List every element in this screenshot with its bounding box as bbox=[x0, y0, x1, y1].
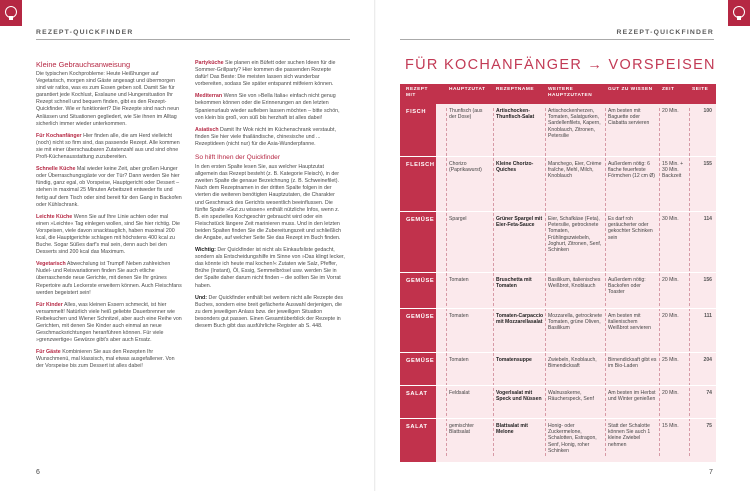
table-row bbox=[400, 386, 716, 418]
page-number-right: 7 bbox=[709, 469, 713, 476]
corner-tab-left bbox=[0, 0, 22, 26]
page-ref: 156 bbox=[703, 277, 712, 283]
prep-time: 20 Min. bbox=[662, 313, 679, 319]
table-row bbox=[400, 353, 716, 385]
paragraph: Vegetarisch Abwechslung ist Trumpf! Neben zahlreichen Nudel- und Reisvariationen finden Sie auch etliche überraschende neue Gerichte, mit denen Sie Ihr grünes Repertoire aufs Leckerste erweitern können. Auch Fleischfans werden begeistert sein! bbox=[36, 261, 182, 296]
header-rule-left bbox=[36, 39, 350, 40]
recipe-name: Grüner Spargel mit Eier-Feta-Sauce bbox=[496, 216, 543, 229]
good-to-know: Außerdem nötig: 6 flache feuerfeste Förmchen (12 cm Ø) bbox=[608, 161, 655, 180]
running-head-right: REZEPT-QUICKFINDER bbox=[616, 29, 714, 36]
more-ingredients: Basilikum, italienisches Weißbrot, Knoblauch bbox=[548, 277, 601, 290]
paragraph: Asiatisch Damit Ihr Wok nicht im Küchenschrank verstaubt, finden Sie hier viele thailändische, chinesische und ... Rezeptideen (nicht nur) für die Asia-Wunderpfanne. bbox=[195, 126, 336, 147]
column-header: SEITE bbox=[692, 87, 709, 92]
gutter-shadow bbox=[374, 0, 376, 491]
prep-time: 15 Min. + 30 Min. Backzeit bbox=[662, 161, 684, 180]
more-ingredients: Manchego, Eier, Crème fraîche, Mehl, Milch, Knoblauch bbox=[548, 161, 602, 180]
prep-time: 15 Min. bbox=[662, 423, 679, 429]
text-column-1 bbox=[36, 60, 182, 376]
column-header: REZEPT MIT bbox=[406, 87, 428, 98]
table-row bbox=[400, 212, 716, 272]
recipe-name: Tomatensuppe bbox=[496, 357, 532, 363]
lightbulb-icon bbox=[733, 6, 745, 18]
recipe-name: Kleine Chorizo-Quiches bbox=[496, 161, 534, 174]
paragraph: Wichtig: Der Quickfinder ist nicht als Einkaufsliste gedacht, sondern als Entscheidungshilfe im Sinne von »Das klingt lecker, das könnte ich heute mal kochen!« Zutaten wie Salz, Pfeffer, Brühe (Instant), Öl, Essig, Semmelbrösel usw. werden Sie in der Spalte daher darum nicht finden – die sollten Sie im Vorrat haben. bbox=[195, 247, 345, 289]
category-label: FLEISCH bbox=[400, 157, 436, 211]
more-ingredients: Artischockenherzen, Tomaten, Salatgurken, Sardellenfilets, Kapern, Knoblauch, Zitronen, Petersilie bbox=[548, 108, 601, 139]
category-label: GEMÜSE bbox=[400, 353, 436, 385]
text-column-2 bbox=[195, 60, 345, 335]
column-header: ZEIT bbox=[662, 87, 675, 92]
paragraph: Und: Der Quickfinder enthält bei weitem nicht alle Rezepte des Buches, sondern eine breit gefächerte Auswahl derjenigen, die zu dem jeweiligen Anlass bzw. der jeweiligen Situation besonders gut passen. Einen Gesamtüberblick der Rezepte in diesem Buch gibt das ausführliche Register ab S. 448. bbox=[195, 294, 344, 329]
paragraph: Für Kinder Alles, was kleinen Essern schmeckt, ist hier versammelt! Natürlich viele heiß geliebte Dauerbrenner wie Reibekuchen und Wiener Schnitzel, aber auch eine Reihe von Gerichten, mit denen Sie Kinder auch einmal an neue Geschmacksrichtungen heranführen können. Für viele »grenzwertige« Gewürze gibt's aber auch Ersatz. bbox=[36, 301, 182, 344]
category-label: FISCH bbox=[400, 104, 436, 156]
more-ingredients: Eier, Schafkäse (Feta), Petersilie, getrocknete Tomaten, Frühlingszwiebeln, Joghurt, Zitronen, Senf, Schinken bbox=[548, 216, 602, 254]
main-ingredient: Tomaten bbox=[449, 357, 469, 363]
page-ref: 75 bbox=[706, 423, 712, 429]
main-ingredient: Tomaten bbox=[449, 313, 469, 319]
lightbulb-icon bbox=[5, 6, 17, 18]
main-ingredient: Tomaten bbox=[449, 277, 469, 283]
category-label: GEMÜSE bbox=[400, 309, 436, 352]
good-to-know: Am besten mit Baguette oder Ciabatta servieren bbox=[608, 108, 650, 127]
more-ingredients: Walnusskerne, Räucherspeck, Senf bbox=[548, 390, 594, 403]
table-header bbox=[400, 84, 716, 104]
column-header: HAUPTZUTAT bbox=[449, 87, 486, 92]
paragraph: Für Gäste Kombinieren Sie aus den Rezepten Ihr Wunschmenü, mal klassisch, mal etwas ausgefallener. Von der Vorspeise bis zum Dessert ist alles dabei! bbox=[36, 349, 175, 370]
running-head-left: REZEPT-QUICKFINDER bbox=[36, 29, 134, 36]
table-row bbox=[400, 419, 716, 462]
corner-tab-right bbox=[728, 0, 750, 26]
section-heading: So hilft Ihnen der Quickfinder bbox=[195, 154, 281, 162]
table-row bbox=[400, 273, 716, 308]
quickfinder-table bbox=[400, 84, 716, 462]
recipe-name: Artischocken-Thunfisch-Salat bbox=[496, 108, 535, 121]
column-header: REZEPTNAME bbox=[496, 87, 535, 92]
column-header: GUT ZU WISSEN bbox=[608, 87, 653, 92]
category-label: SALAT bbox=[400, 419, 436, 462]
recipe-name: Bruschetta mit Tomaten bbox=[496, 277, 532, 290]
good-to-know: Birnendicksaft gibt es im Bio-Laden bbox=[608, 357, 657, 370]
page-ref: 111 bbox=[704, 313, 712, 319]
main-ingredient: gemischter Blattsalat bbox=[449, 423, 474, 436]
table-row bbox=[400, 309, 716, 352]
main-ingredient: Feldsalat bbox=[449, 390, 470, 396]
good-to-know: Am besten im Herbst und Winter genießen bbox=[608, 390, 656, 403]
paragraph: Mediterran Wenn Sie von »Bella Italia« einfach nicht genug bekommen können oder die Erinnerungen an den letzten Spanienurlaub wieder aufleben lassen möchten – bitte schön, von klein bis groß, von süß bis herzhaft ist alles dabei! bbox=[195, 93, 340, 121]
recipe-name: Blattsalat mit Melone bbox=[496, 423, 528, 436]
paragraph: Partyküche Sie planen ein Büfett oder suchen Ideen für die Sommer-Grillparty? Hier kommen die passenden Rezepte dafür! Das Beste: Die meisten lassen sich wunderbar vorbereiten, sodass Sie später entspannt mitfeiern können. bbox=[195, 60, 336, 88]
good-to-know: Am besten mit italienischem Weißbrot servieren bbox=[608, 313, 651, 332]
page-ref: 204 bbox=[703, 357, 712, 363]
page-number-left: 6 bbox=[36, 469, 40, 476]
good-to-know: Außerdem nötig: Backofen oder Toaster bbox=[608, 277, 646, 296]
paragraph: Für Kochanfänger Hier finden alle, die am Herd vielleicht (noch) nicht so firm sind, das passende Rezept. Alle kommen sie mit einer überschaubaren Zutatenzahl aus und sind ohne Profi-Küchenausstattung zuzubereiten. bbox=[36, 132, 180, 161]
intro-paragraph: Die typischen Kochprobleme: Heute Heißhunger auf Vegetarisch, morgen sind Gäste angesagt und übermorgen sind wir ratlos, was es zum Essen geben soll. Damit Sie für garantiert jede Kochlust, Esslaune und Hungersituation Ihr Rezept schnell und bequem finden, gibt es den Rezept-Quickfinder. Wie er funktioniert? Die Rezepte sind nach neun Anlässen und Situationen gegliedert, wie Sie ihnen im Alltag sicherlich immer wieder unterkommen. bbox=[36, 71, 180, 127]
page-ref: 114 bbox=[703, 216, 712, 222]
category-label: GEMÜSE bbox=[400, 212, 436, 272]
page-title: FÜR KOCHANFÄNGER → VORSPEISEN bbox=[405, 57, 716, 73]
paragraph: Schnelle Küche Mal wieder keine Zeit, aber großen Hunger oder Überraschungsgäste vor der Tür? Dann werden Sie hier fündig, ganz egal, ob Vorspeise, Hauptgericht oder Dessert – stehen in maximal 25 Minuten Arbeitszeit entweder fix und fertig auf dem Tisch oder sind bereit für den Gang in Backofen oder Kühlschrank. bbox=[36, 166, 182, 208]
table-row bbox=[400, 157, 716, 211]
main-ingredient: Spargel bbox=[449, 216, 467, 222]
main-ingredient: Chorizo (Paprikawurst) bbox=[449, 161, 482, 174]
paragraph: Leichte Küche Wenn Sie auf Ihre Linie achten oder mal einen »Leichte« Tag einlegen wollen, sind Sie hier richtig. Die Vorspeisen, viele davon snacktauglich, haben maximal 200 kcal, die Hauptgerichte schlagen mit höchstens 400 kcal zu Buche. Sogar Süßes darf's mal sein, denn auch bei den Desserts sind 200 kcal das Maximum. bbox=[36, 213, 180, 256]
header-rule-right bbox=[400, 39, 714, 40]
section-heading: Kleine Gebrauchsanweisung bbox=[36, 60, 131, 69]
prep-time: 30 Min. bbox=[662, 216, 679, 222]
column-header: WEITERE HAUPTZUTATEN bbox=[548, 87, 593, 98]
prep-time: 20 Min. bbox=[662, 277, 679, 283]
more-ingredients: Zwiebeln, Knoblauch, Bimendicksaft bbox=[548, 357, 597, 370]
recipe-name: Tomaten-Carpaccio mit Mozzarellasalat bbox=[496, 313, 544, 326]
page-ref: 100 bbox=[703, 108, 712, 114]
prep-time: 20 Min. bbox=[662, 390, 679, 396]
category-label: GEMÜSE bbox=[400, 273, 436, 308]
table-row bbox=[400, 104, 716, 156]
paragraph: In den ersten Spalte lesen Sie, aus welcher Hauptzutat allgemein das Rezept besteht (z. B. Kategorie Fleisch), in der zweiten Spalte die genaue Bezeichnung (z. B. Schweinefilet). Nach dem Rezeptnamen in der dritten Spalte folgen in der vierten die weiteren benötigten Hauptzutaten, die Charakter und Geschmack des Gerichts wesentlich beeinflussen. Die fünfte Spalte »Gut zu wissen« enthält nützliche Infos, wenn z. B. ein spezielles Kochgeschirr gebraucht wird oder ein Fleischstück längere Zeit marinieren muss. Und in den letzten beiden Spalten finden Sie die Zubereitungszeit und schließlich die Angabe, auf welcher Seite Sie das Rezept im Buch finden. bbox=[195, 164, 342, 241]
more-ingredients: Mozzarella, getrocknete Tomaten, grüne Oliven, Basilikum bbox=[548, 313, 603, 332]
prep-time: 25 Min. bbox=[662, 357, 679, 363]
more-ingredients: Honig- oder Zuckermelone, Schalotten, Estragon, Senf, Honig, roher Schinken bbox=[548, 423, 597, 454]
good-to-know: Statt der Schalotte können Sie auch 1 kleine Zwiebel nehmen bbox=[608, 423, 651, 448]
category-label: SALAT bbox=[400, 386, 436, 418]
page-ref: 74 bbox=[706, 390, 712, 396]
prep-time: 20 Min. bbox=[662, 108, 679, 114]
page-ref: 155 bbox=[703, 161, 712, 167]
good-to-know: Es darf roh geräucherter oder gekochter Schinken sein bbox=[608, 216, 653, 241]
main-ingredient: Thunfisch (aus der Dose) bbox=[449, 108, 483, 121]
recipe-name: Vogerlsalat mit Speck und Nüssen bbox=[496, 390, 542, 403]
